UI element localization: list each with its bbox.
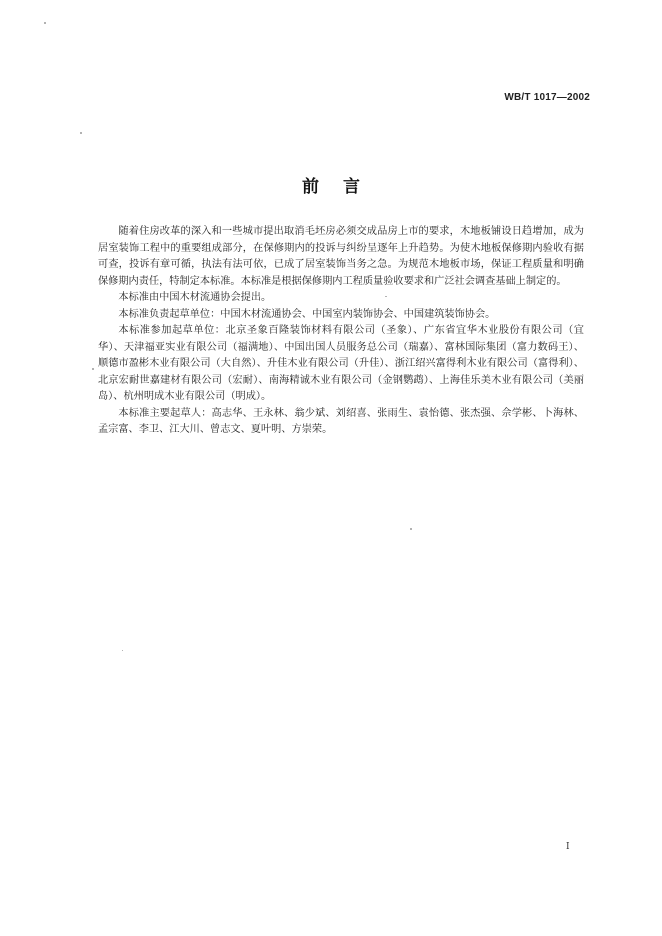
page-number: I xyxy=(566,842,570,852)
scan-speck xyxy=(80,132,82,134)
paragraph-participating-drafters: 本标准参加起草单位：北京圣象百隆装饰材料有限公司（圣象）、广东省宜华木业股份有限公司（宜华）、天津福亚实业有限公司（福满地）、中国出国人员服务总公司（瑞嘉）、富林国际集团（富力数码王）、顺德市盈彬木业有限公司（大自然）、升佳木业有限公司（升佳）、浙江绍兴富得利木业有限公司（富得利）、北京宏耐世嘉建材有限公司（宏耐）、南海精诚木业有限公司（金钢鹦鹉）、上海佳乐美木业有限公司（美丽岛）、杭州明成木业有限公司（明成）。 xyxy=(98,325,584,402)
paragraph-main-drafters: 本标准主要起草人：高志华、王永林、翁少斌、刘绍喜、张雨生、袁怡德、张杰强、佘学彬、卜海林、孟宗富、李卫、江大川、曾志文、夏叶明、方崇荣。 xyxy=(98,407,584,435)
scan-speck xyxy=(470,356,472,358)
scan-speck xyxy=(92,368,94,370)
scan-speck xyxy=(410,528,412,530)
paragraph-proposer: 本标准由中国木材流通协会提出。 xyxy=(118,292,272,303)
body-text xyxy=(98,224,584,439)
scan-speck xyxy=(122,650,123,651)
standard-code: WB/T 1017—2002 xyxy=(504,92,590,103)
paragraph-responsible-drafters: 本标准负责起草单位：中国木材流通协会、中国室内装饰协会、中国建筑装饰协会。 xyxy=(118,308,496,320)
scan-speck xyxy=(44,22,46,24)
paragraph-intro: 随着住房改革的深入和一些城市提出取消毛坯房必须交成品房上市的要求，木地板铺设日趋增加，成为居室装饰工程中的重要组成部分，在保修期内的投诉与纠纷呈逐年上升趋势。为使木地板保修期内验收有据可查，投诉有章可循，执法有法可依，已成了居室装饰当务之急。为规范木地板市场，保证工程质量和明确保修期内责任，特制定本标准。本标准是根据保修期内工程质量验收要求和广泛社会调查基础上制定的。 xyxy=(98,226,584,287)
scan-speck xyxy=(385,296,387,297)
page-title: 前言 xyxy=(302,177,384,197)
